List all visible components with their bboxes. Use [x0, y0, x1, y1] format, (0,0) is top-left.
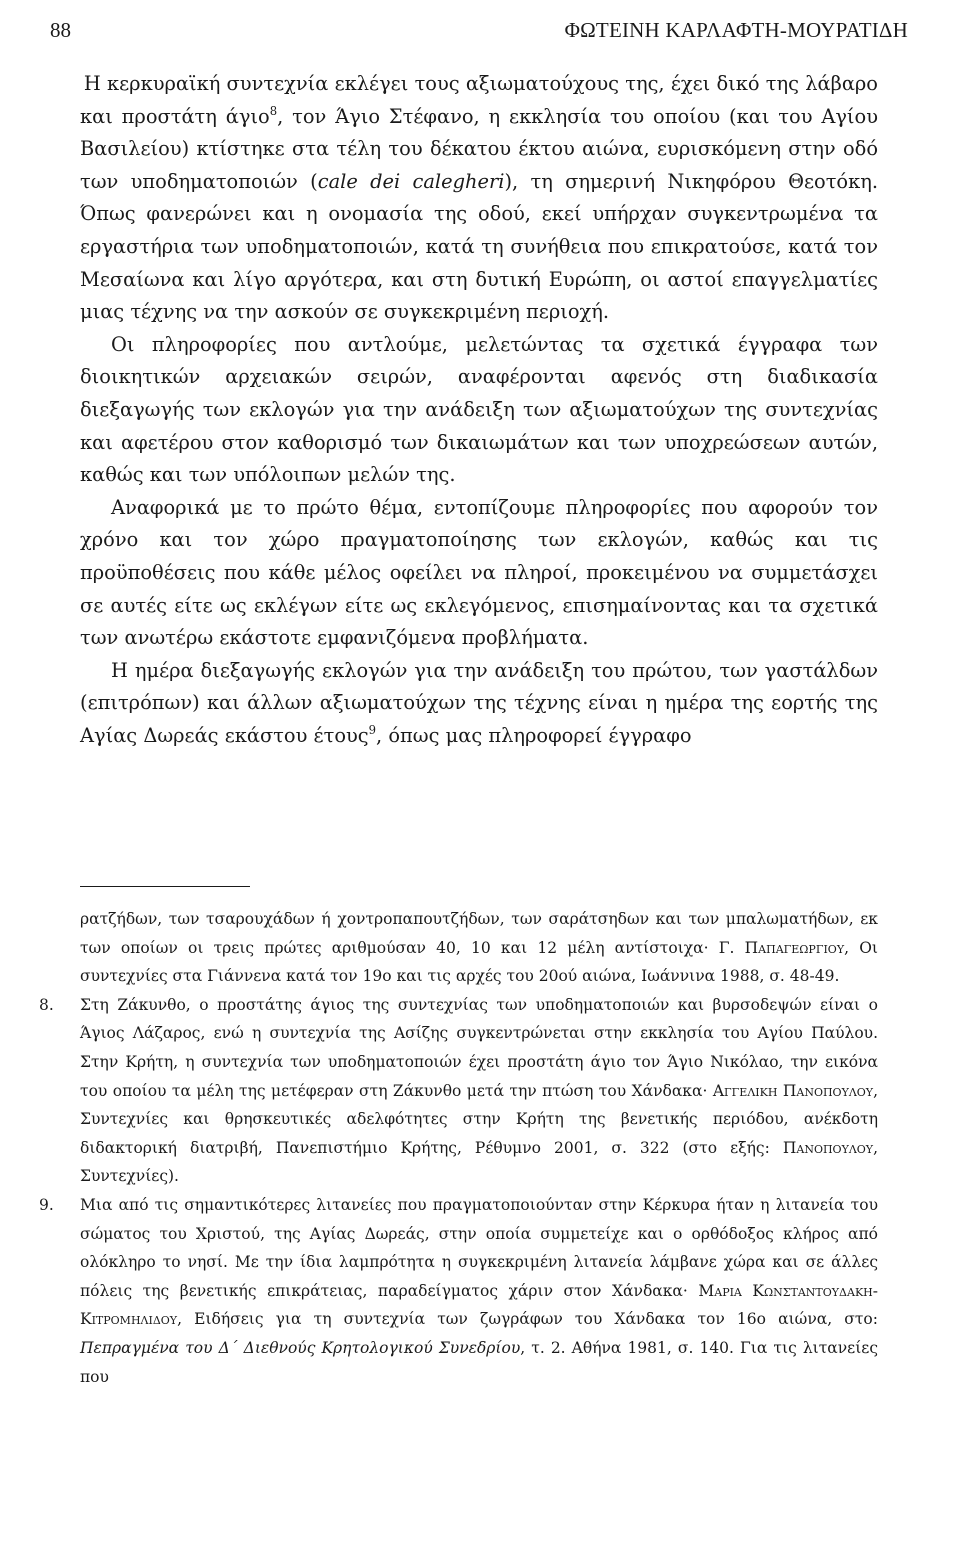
page-header	[50, 18, 908, 48]
footnote-9-text-b: , Ειδήσεις για τη συντεχνία των ζωγράφων του Χάνδακα τον 16ο αιώνα, στο:	[177, 1310, 878, 1329]
paragraph-1-italic: cale dei calegheri	[317, 169, 505, 193]
author-name: Αγγελικη Πανοπουλου	[712, 1081, 874, 1100]
footnote-continued-text-b: , Οι συντεχνίες στα Γιάννενα κατά τον 19ο και τις αρχές του 20ού αιώνα, Ιωάννινα 1988, σ. 48-49.	[80, 938, 878, 986]
footnote-8-number: 8.	[39, 995, 54, 1014]
footnote-8-text-a: Στη Ζάκυνθο, ο προστάτης άγιος της συντεχνίας των υποδηματοποιών και βυρσοδεψών είναι ο Άγιος Λάζαρος, ενώ η συντεχνία της Ασίζης συγκεντρώνεται στην εκκλησία του Αγίου Παύλου. Στην Κρήτη, η συντεχνία των υποδηματοποιών έχει προστάτη άγιο τον Άγιο Νικόλαο, την εικόνα του οποίου τα μέλη της μετέφεραν στη Ζάκυνθο μετά την πτώση του Χάνδακα·	[80, 995, 878, 1100]
footnote-8-text-b: , Συντεχνίες και θρησκευτικές αδελφότητες στην Κρήτη της βενετικής περιόδου, ανέκδοτη διδακτορική διατριβή, Πανεπιστήμιο Κρήτης, Ρέθυμνο 2001, σ. 322 (στο εξής:	[80, 1081, 878, 1157]
footnote-9	[39, 1191, 878, 1391]
footnote-continued-text-a: ρατζήδων, των τσαρουχάδων ή χοντροπαπουτζήδων, των σαράτσηδων και των μπαλωματήδων, εκ των οποίων οι τρεις πρώτες αριθμούσαν 40, 10 και 12 μέλη αντίστοιχα· Γ.	[80, 910, 878, 957]
footnote-9-text-a: Μια από τις σημαντικότερες λιτανείες που πραγματοποιούνταν στην Κέρκυρα ήταν η λιτανεία του σώματος του Χριστού, της Αγίας Δωρεάς, στην οποία συμμετείχε και ο ορθόδοξος κλήρος από ολόκληρο το νησί. Με την ίδια λαμπρότητα η συγκεκριμένη λιτανεία λάμβανε χώρα και σε άλλες πόλεις της βενετικής επικράτειας, παραδείγματος χάριν στον Χάνδακα·	[80, 1195, 878, 1300]
paragraph-1-text-c: ), τη σημερινή Νικηφόρου Θεοτόκη. Όπως φανερώνει και η ονομασία της οδού, εκεί υπήρχαν συγκεντρωμένα τα εργαστήρια των υποδηματοποιών, κατά τη συνήθεια που επικρατούσε, κατά τον Μεσαίωνα και λίγο αργότερα, και στη δυτική Ευρώπη, οι αστοί επαγγελματίες μιας τέχνης να την ασκούν σε συγκεκριμένη περιοχή.	[80, 169, 878, 324]
paragraph-4-text-a: Η ημέρα διεξαγωγής εκλογών για την ανάδειξη του πρώτου, των γαστάλδων (επιτρόπων) και άλλων αξιωματούχων της τέχνης είναι η ημέρα της εορτής της Αγίας Δωρεάς εκάστου έτους	[80, 658, 878, 747]
footnote-8-text-c: , Συντεχνίες).	[80, 1138, 878, 1186]
paragraph-3: Αναφορικά με το πρώτο θέμα, εντοπίζουμε πληροφορίες που αφορούν τον χρόνο και τον χώρο πραγματοποίησης των εκλογών, καθώς και τις προϋποθέσεις που κάθε μέλος οφείλει να πληροί, προκειμένου να συμμετάσχει σε αυτές είτε ως εκλέγων είτε ως εκλεγόμενος, επισημαίνοντας και τα σχετικά των ανωτέρω εκάστοτε εμφανιζόμενα προβλήματα.	[80, 495, 878, 650]
paragraph-1	[80, 68, 878, 329]
running-head: ΦΩΤΕΙΝΗ ΚΑΡΛΑΦΤΗ-ΜΟΥΡΑΤΙΔΗ	[564, 18, 908, 42]
paragraph-2: Οι πληροφορίες που αντλούμε, μελετώντας τα σχετικά έγγραφα των διοικητικών αρχειακών σειρών, αναφέρονται αφενός στη διαδικασία διεξαγωγής των εκλογών για την ανάδειξη των αξιωματούχων της συντεχνίας και αφετέρου στον καθορισμό των δικαιωμάτων και των υποχρεώσεων αυτών, καθώς και των υπόλοιπων μελών της.	[80, 332, 878, 487]
author-name: Παπαγεωργιου	[744, 938, 845, 957]
paragraph-1-text-b: , τον Άγιο Στέφανο, η εκκλησία του οποίου (και του Αγίου Βασιλείου) κτίστηκε στα τέλη του δέκατου έκτου αιώνα, ευρισκόμενη στην οδό των υποδηματοποιών (	[80, 104, 878, 193]
footnote-ref-8[interactable]: 8	[269, 103, 278, 118]
footnote-9-number: 9.	[39, 1195, 54, 1214]
footnote-9-text-c: , τ. 2. Αθήνα 1981, σ. 140. Για τις λιτανείες που	[80, 1338, 878, 1386]
main-text	[80, 68, 878, 752]
paragraph-4-text-b: , όπως μας πληροφορεί έγγραφο	[376, 723, 692, 747]
paragraph-1-text-a: Η κερκυραϊκή συντεχνία εκλέγει τους αξιωματούχους της, έχει δικό της λάβαρο και προστάτη άγιο	[80, 72, 878, 128]
author-name: Πανοπουλου	[782, 1138, 874, 1157]
page-number: 88	[50, 18, 71, 42]
paragraph-4	[80, 655, 878, 753]
publication-title: Πεπραγμένα του Δ΄ Διεθνούς Κρητολογικού Συνεδρίου	[80, 1338, 521, 1357]
footnote-ref-9[interactable]: 9	[368, 722, 377, 737]
footnote-continued	[80, 905, 878, 991]
footnote-8	[39, 991, 878, 1191]
footnotes	[39, 905, 878, 1391]
author-name: Μαρια Κωνσταντουδακη-Κιτρομηλιδου	[80, 1281, 878, 1329]
footnote-separator	[80, 886, 250, 887]
